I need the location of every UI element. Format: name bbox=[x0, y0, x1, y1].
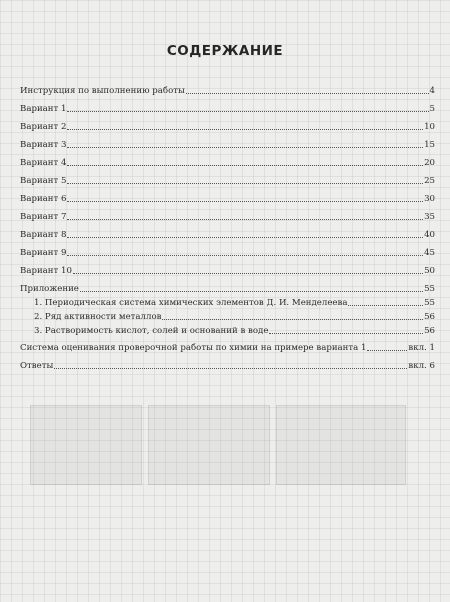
dot-leader bbox=[67, 165, 423, 166]
toc-entry-label: Вариант 8 bbox=[20, 230, 67, 240]
dot-leader bbox=[269, 333, 423, 334]
toc-entry-page: 30 bbox=[424, 194, 435, 204]
toc-entry[interactable] bbox=[20, 172, 435, 186]
dot-leader bbox=[186, 93, 429, 94]
toc-entry[interactable] bbox=[20, 339, 435, 353]
toc-subentry[interactable] bbox=[34, 322, 435, 336]
toc-entry-label: Ответы bbox=[20, 361, 54, 371]
toc-entry[interactable] bbox=[20, 357, 435, 371]
toc-entry[interactable] bbox=[20, 208, 435, 222]
toc-entry-page: 4 bbox=[429, 86, 435, 96]
dot-leader bbox=[67, 129, 423, 130]
toc-entry-label: Вариант 6 bbox=[20, 194, 67, 204]
toc-entry[interactable] bbox=[20, 100, 435, 114]
dot-leader bbox=[348, 305, 423, 306]
dot-leader bbox=[67, 147, 423, 148]
toc-entry[interactable] bbox=[20, 262, 435, 276]
toc-entry-label: Вариант 10 bbox=[20, 266, 72, 276]
dot-leader bbox=[67, 237, 423, 238]
toc-entry[interactable] bbox=[20, 82, 435, 96]
toc-entry-label: Вариант 1 bbox=[20, 104, 67, 114]
toc-entry-label: 3. Растворимость кислот, солей и оснований в воде bbox=[34, 326, 269, 336]
dot-leader bbox=[54, 368, 407, 369]
toc-title: СОДЕРЖАНИЕ bbox=[166, 43, 284, 59]
toc-entry-page: вкл. 6 bbox=[408, 361, 435, 371]
toc-entry[interactable] bbox=[20, 280, 435, 294]
toc-entry-page: 20 bbox=[424, 158, 435, 168]
toc-entry[interactable] bbox=[20, 190, 435, 204]
toc-entry-page: 50 bbox=[424, 266, 435, 276]
toc-entry-page: 10 bbox=[424, 122, 435, 132]
toc-subentry[interactable] bbox=[34, 308, 435, 322]
dot-leader bbox=[67, 201, 423, 202]
toc-entry-page: 5 bbox=[429, 104, 435, 114]
toc-entry-page: 25 bbox=[424, 176, 435, 186]
dot-leader bbox=[162, 319, 423, 320]
toc-entry[interactable] bbox=[20, 136, 435, 150]
toc-entry[interactable] bbox=[20, 226, 435, 240]
toc-entry-label: Вариант 3 bbox=[20, 140, 67, 150]
toc-entry-label: Вариант 4 bbox=[20, 158, 67, 168]
toc-entry-label: 1. Периодическая система химических элементов Д. И. Менделеева bbox=[34, 298, 348, 308]
dot-leader bbox=[367, 350, 407, 351]
toc-entry-label: Вариант 5 bbox=[20, 176, 67, 186]
toc-entry-page: 56 bbox=[424, 326, 435, 336]
toc-entry-page: 55 bbox=[424, 284, 435, 294]
toc-subentry[interactable] bbox=[34, 294, 435, 308]
toc-entry-label: Инструкция по выполнению работы bbox=[20, 86, 185, 96]
toc-entry-page: 15 bbox=[424, 140, 435, 150]
toc-entry[interactable] bbox=[20, 244, 435, 258]
dot-leader bbox=[73, 273, 423, 274]
toc-entry-page: 35 bbox=[424, 212, 435, 222]
toc-entry[interactable] bbox=[20, 118, 435, 132]
toc-entry-label: Вариант 9 bbox=[20, 248, 67, 258]
toc-entry-page: 56 bbox=[424, 312, 435, 322]
dot-leader bbox=[67, 219, 423, 220]
bleed-through-photo bbox=[148, 405, 270, 485]
toc-entry-page: 55 bbox=[424, 298, 435, 308]
bleed-through-photo bbox=[276, 405, 406, 485]
dot-leader bbox=[67, 111, 428, 112]
toc-entry-page: 45 bbox=[424, 248, 435, 258]
dot-leader bbox=[67, 255, 423, 256]
toc-entry-page: вкл. 1 bbox=[408, 343, 435, 353]
toc-entry-label: 2. Ряд активности металлов bbox=[34, 312, 162, 322]
dot-leader bbox=[67, 183, 423, 184]
dot-leader bbox=[80, 291, 423, 292]
toc-entry-label: Вариант 7 bbox=[20, 212, 67, 222]
bleed-through-photo bbox=[30, 405, 142, 485]
toc-entry-page: 40 bbox=[424, 230, 435, 240]
toc-entry[interactable] bbox=[20, 154, 435, 168]
toc-entry-label: Приложение bbox=[20, 284, 79, 294]
toc-entry-label: Вариант 2 bbox=[20, 122, 67, 132]
toc-entry-label: Система оценивания проверочной работы по химии на примере варианта 1 bbox=[20, 343, 367, 353]
